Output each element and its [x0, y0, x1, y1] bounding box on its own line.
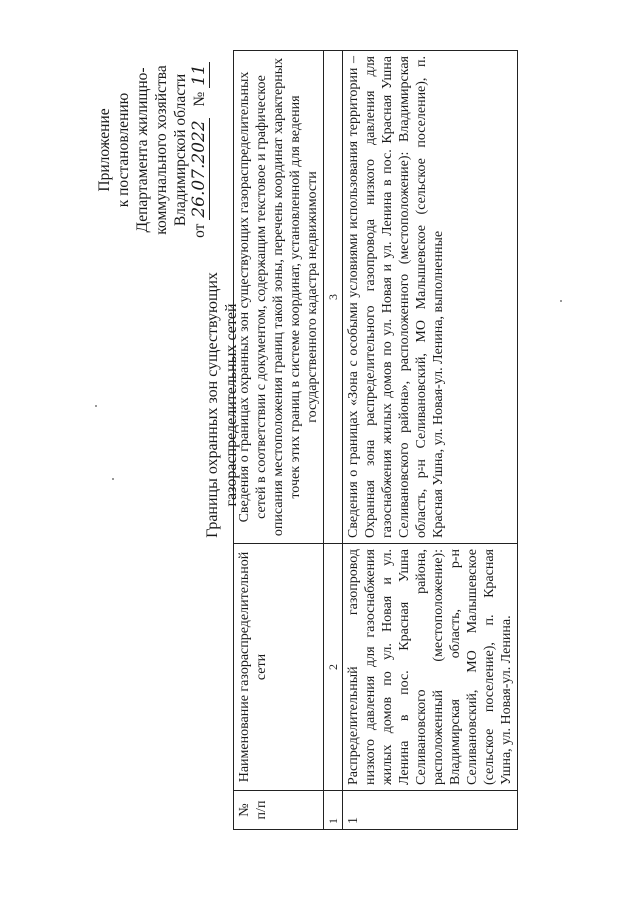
table-header-row	[234, 51, 324, 830]
number-label: №	[191, 91, 208, 107]
header-network-name: Наименование газораспределительной сети	[234, 544, 324, 791]
table-row	[343, 51, 518, 830]
column-number: 1	[324, 791, 343, 830]
appendix-line: коммунального хозяйства	[153, 65, 170, 235]
row-zone-info: Сведения о границах «Зона с особыми условиями использования территории – Охранная зона распределительного газопровода низкого давления для газоснабжения жилых домов по ул. Новая и ул. Ленина в пос. Красная Ушна Селивановского района», расположенного (местоположение): Владимирская область, р-н Селивановский, МО Малышевское (сельское поселение), п. Красная Ушна, ул. Новая-ул. Ленина, выполненные	[343, 51, 518, 544]
date-prefix: от	[191, 223, 208, 238]
header-zone-info: Сведения о границах охранных зон существующих газораспределительных сетей в соответствии с документом, содержащим текстовое и графическое описания местоположения границ такой зоны, перечень координат характерных точек этих границ в системе координат, установленной для ведения государственного кадастра недвижимости	[234, 51, 324, 544]
appendix-line: Владимирской области	[172, 73, 189, 227]
appendix-line: к постановлению	[115, 92, 132, 208]
protected-zones-table	[233, 50, 518, 830]
header-number: № п/п	[234, 791, 324, 830]
title-line: Границы охранных зон существующих	[204, 272, 221, 538]
row-number: 1	[343, 791, 518, 830]
handwritten-number: 11	[189, 64, 209, 86]
appendix-header	[95, 35, 209, 265]
column-number-row	[324, 51, 343, 830]
row-network-name: Распределительный газопровод низкого давления для газоснабжения жилых домов по ул. Новая и ул. Ленина в пос. Красная Ушна Селивановского района, расположенный (местоположение): Владимирская область, р-н Селивановский, МО Малышевское (сельское поселение), п. Красная Ушна, ул. Новая-ул. Ленина.	[343, 544, 518, 791]
column-number: 2	[324, 544, 343, 791]
title-line: газораспределительных сетей	[223, 303, 240, 507]
appendix-line: Приложение	[96, 108, 113, 192]
appendix-line: Департамента жилищно-	[134, 67, 151, 233]
handwritten-date: 26.07.2022	[189, 120, 209, 218]
column-number: 3	[324, 51, 343, 544]
